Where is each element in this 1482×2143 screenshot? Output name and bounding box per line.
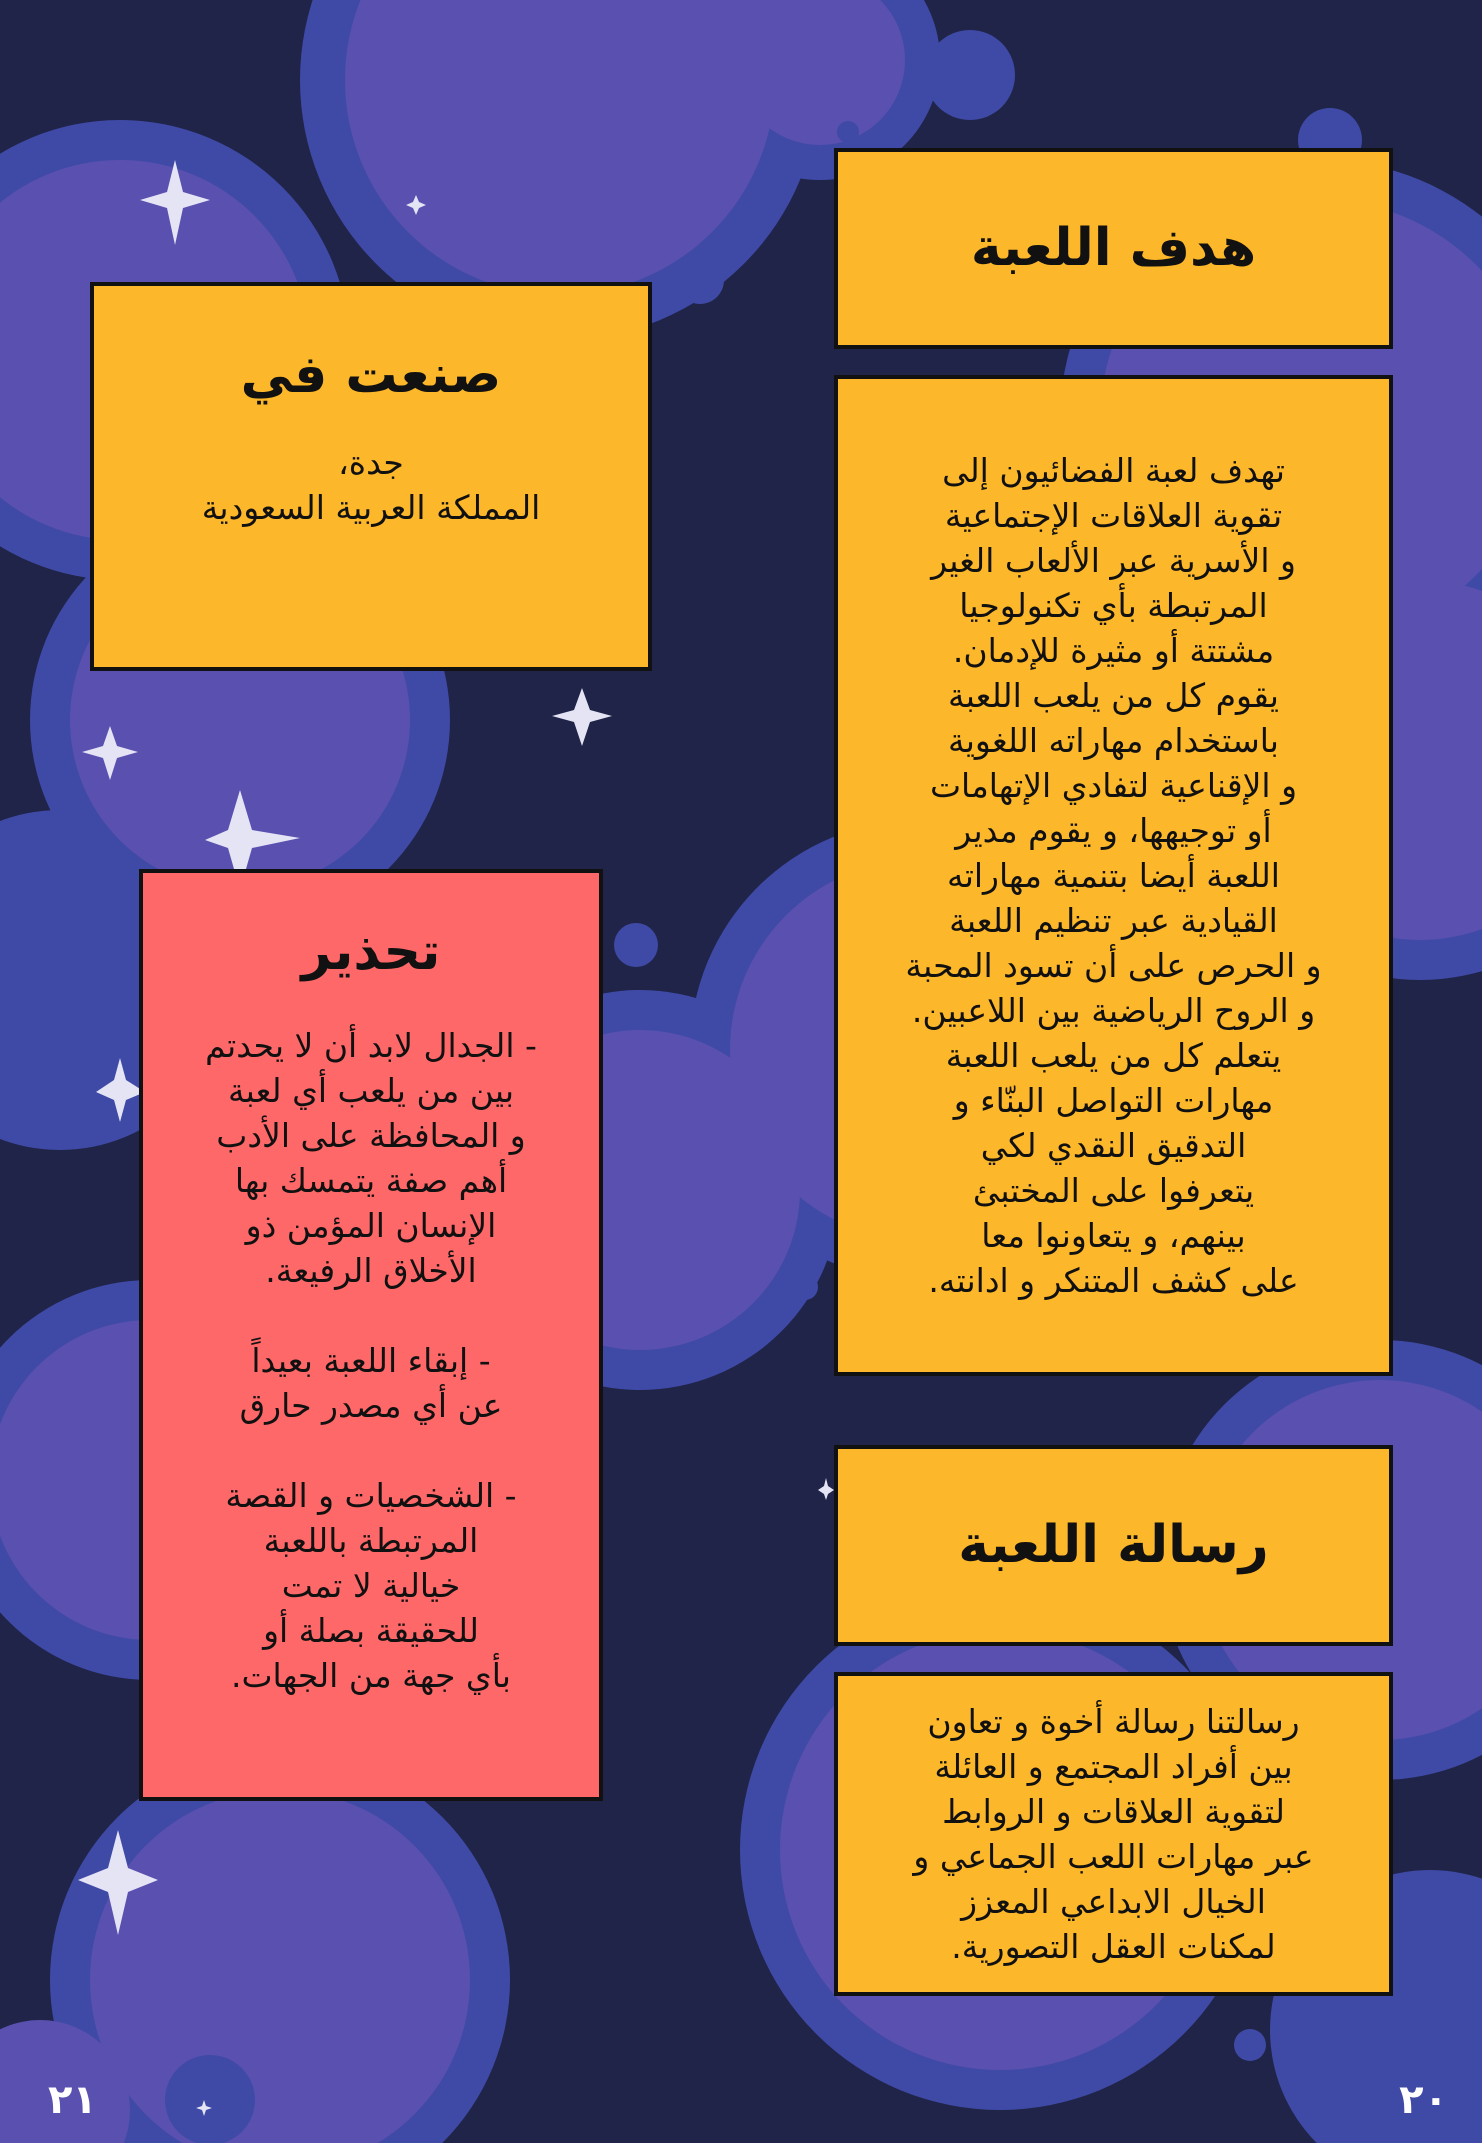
page-number-right: ٢٠ <box>1399 2077 1448 2123</box>
made-in-title: صنعت في <box>240 345 502 405</box>
goal-text-card <box>834 375 1393 1376</box>
goal-title: هدف اللعبة <box>970 218 1257 279</box>
warning-card <box>139 869 603 1801</box>
page-number-left: ٢١ <box>48 2077 97 2123</box>
message-title: رسالة اللعبة <box>958 1515 1269 1576</box>
goal-title-card <box>834 148 1393 349</box>
warning-title: تحذير <box>301 922 441 982</box>
goal-description: تهدف لعبة الفضائيون إلى تقوية العلاقات الإجتماعية و الأسرية عبر الألعاب الغير المرتبطة بأي تكنولوجيا مشتتة أو مثيرة للإدمان. يقوم كل من يلعب اللعبة باستخدام مهاراته اللغوية و الإقناعية لتفادي الإتهامات أو توجيهها، و يقوم مدير اللعبة أيضا بتنمية مهاراته القيادية عبر تنظيم اللعبة و الحرص على أن تسود المحبة و الروح الرياضية بين اللاعبين. يتعلم كل من يلعب اللعبة مهارات التواصل البنّاء و التدقيق النقدي لكي يتعرفوا على المختبئ بينهم، و يتعاونوا معا على كشف المتنكر و ادانته. <box>905 451 1322 1300</box>
warning-text: - الجدال لابد أن لا يحدتم بين من يلعب أي لعبة و المحافظة على الأدب أهم صفة يتمسك بها الإنسان المؤمن ذو الأخلاق الرفيعة. - إبقاء اللعبة بعيداً عن أي مصدر حارق - الشخصيات و القصة المرتبطة باللعبة خيالية لا تمت للحقيقة بصلة أو بأي جهة من الجهات. <box>205 1026 537 1696</box>
made-in-card <box>90 282 652 671</box>
message-description: رسالتنا رسالة أخوة و تعاون بين أفراد المجتمع و العائلة لتقوية العلاقات و الروابط عبر مهارات اللعب الجماعي و الخيال الابداعي المعزز لمكنات العقل التصورية. <box>913 1702 1314 1966</box>
message-text-card <box>834 1672 1393 1996</box>
message-title-card <box>834 1445 1393 1646</box>
made-in-location: جدة، المملكة العربية السعودية <box>201 443 541 528</box>
